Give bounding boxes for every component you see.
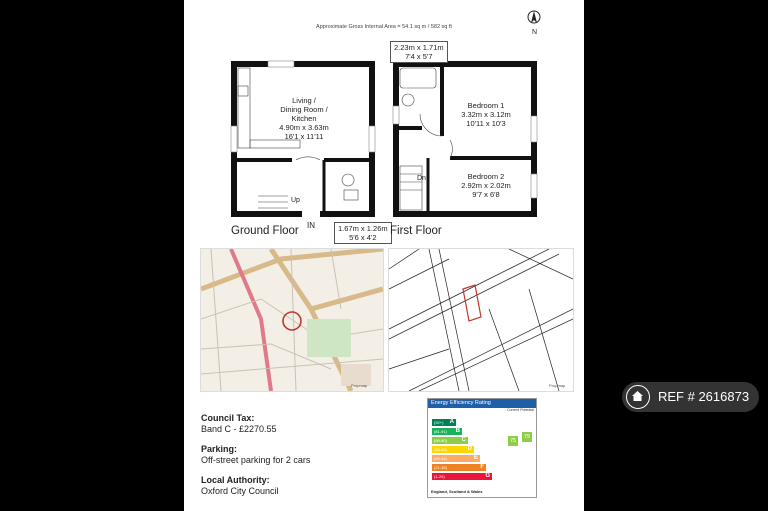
first-floor-title: First Floor [390,225,442,237]
epc-band-range: (81-91) [434,429,447,434]
epc-band-c [432,437,468,444]
energy-efficiency-chart [427,398,537,498]
ref-number: REF # 2616873 [658,389,750,404]
epc-band-range: (55-68) [434,447,447,452]
epc-band-letter: C [461,437,466,443]
parking-label: Parking: [201,444,238,454]
epc-band-range: (1-20) [434,474,445,479]
epc-band-letter: A [449,419,454,425]
bedroom-1-label: Bedroom 1 3.32m x 3.12m 10'11 x 10'3 [461,101,511,128]
epc-band-f [432,464,486,471]
local-authority-label: Local Authority: [201,475,270,485]
bedroom-2-label: Bedroom 2 2.92m x 2.02m 9'7 x 6'8 [461,172,511,199]
epc-potential-header: Potential [520,408,534,412]
porch-dimensions: 1.67m x 1.26m 5'6 x 4'2 [334,222,392,244]
epc-band-range: (21-38) [434,465,447,470]
epc-band-range: (92+) [434,420,444,425]
entrance-in-label: IN [307,221,315,230]
home-icon [626,385,650,409]
epc-band-range: (69-80) [434,438,447,443]
epc-band-letter: B [455,428,460,434]
ref-badge[interactable] [622,382,759,412]
parking-block [201,444,310,466]
ground-floor-title: Ground Floor [231,225,299,237]
epc-footer: England, Scotland & Wales [431,489,483,494]
epc-band-letter: G [485,473,490,479]
council-tax-block [201,413,277,435]
epc-band-d [432,446,474,453]
epc-band-letter: E [473,455,478,461]
location-map [200,248,384,392]
gross-area-text: Approximate Gross Internal Area = 54.1 sq m / 582 sq ft [316,24,452,30]
council-tax-label: Council Tax: [201,413,255,423]
bathroom-dimensions: 2.23m x 1.71m 7'4 x 5'7 [390,41,448,63]
epc-band-g [432,473,492,480]
epc-band-e [432,455,480,462]
site-plan-map [388,248,574,392]
stairs-up-label: Up [291,197,300,204]
epc-band-letter: F [480,464,484,470]
svg-text:N: N [532,29,538,36]
epc-band-b [432,428,462,435]
local-authority-value: Oxford City Council [201,486,279,496]
stairs-down-label: Dn [417,175,426,182]
parking-value: Off-street parking for 2 cars [201,455,311,465]
epc-current-header: Current [507,408,519,412]
epc-title: Energy Efficiency Rating [428,399,536,408]
epc-potential-score: 79 [523,434,531,440]
council-tax-value: Band C - £2270.55 [201,424,277,434]
brochure-page [184,0,584,511]
local-authority-block [201,475,279,497]
living-room-label: Living / Dining Room / Kitchen 4.90m x 3.63m 16'1 x 11'11 [279,96,329,141]
epc-band-letter: D [467,446,472,452]
epc-band-range: (39-54) [434,456,447,461]
north-compass-icon [526,8,542,36]
map-right-provider: Propmap [549,383,566,388]
epc-band-a [432,419,456,426]
epc-current-score: 75 [509,438,517,444]
map-left-provider: Propmap [351,383,368,388]
